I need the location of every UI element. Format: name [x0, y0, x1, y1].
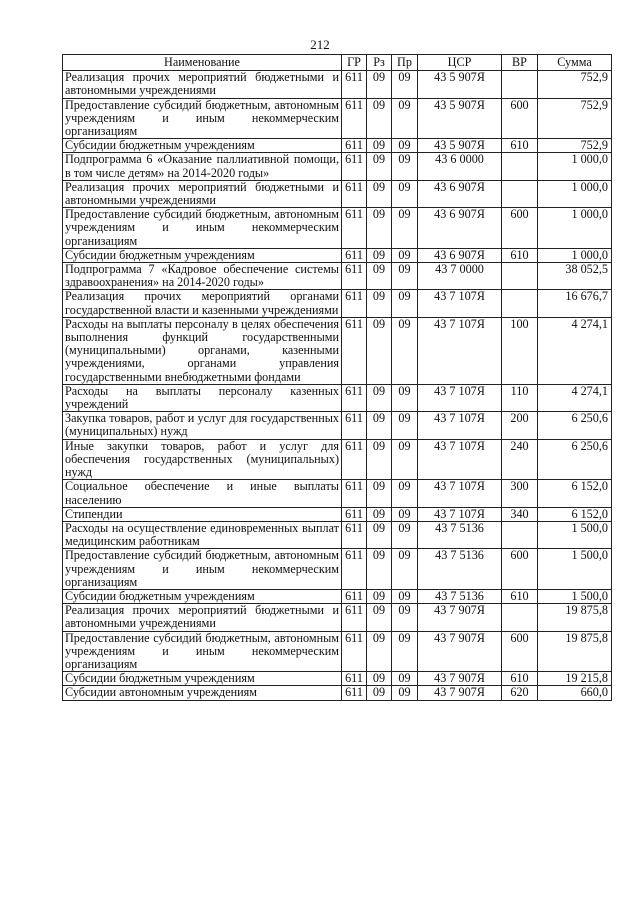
cell-gr: 611	[342, 507, 367, 521]
cell-name: Расходы на выплаты персоналу казенных учреждений	[63, 384, 342, 411]
cell-sum: 6 152,0	[538, 507, 612, 521]
table-row	[63, 384, 612, 411]
column-header-name: Наименование	[63, 55, 342, 71]
cell-gr: 611	[342, 263, 367, 290]
column-header-sum: Сумма	[538, 55, 612, 71]
column-header-csr: ЦСР	[418, 55, 502, 71]
cell-name: Подпрограмма 6 «Оказание паллиативной помощи, в том числе детям» на 2014-2020 годы»	[63, 153, 342, 180]
cell-vr	[502, 153, 538, 180]
cell-rz: 09	[367, 439, 392, 480]
cell-pr: 09	[392, 439, 418, 480]
table-row	[63, 507, 612, 521]
cell-sum: 19 875,8	[538, 604, 612, 631]
cell-vr: 340	[502, 507, 538, 521]
cell-sum: 16 676,7	[538, 290, 612, 317]
table-row	[63, 589, 612, 603]
cell-rz: 09	[367, 521, 392, 548]
cell-name: Стипендии	[63, 507, 342, 521]
cell-vr	[502, 290, 538, 317]
table-row	[63, 153, 612, 180]
cell-name: Расходы на выплаты персоналу в целях обеспечения выполнения функций государственными (муниципальными) органами, казенными учреждениями, органами управления государственными внебюджетными фондами	[63, 317, 342, 384]
cell-gr: 611	[342, 549, 367, 590]
cell-vr: 610	[502, 589, 538, 603]
cell-csr: 43 7 107Я	[418, 507, 502, 521]
cell-sum: 752,9	[538, 71, 612, 98]
cell-rz: 09	[367, 589, 392, 603]
cell-sum: 6 152,0	[538, 480, 612, 507]
cell-gr: 611	[342, 248, 367, 262]
cell-name: Расходы на осуществление единовременных выплат медицинским работникам	[63, 521, 342, 548]
table-row	[63, 208, 612, 249]
cell-pr: 09	[392, 604, 418, 631]
cell-gr: 611	[342, 480, 367, 507]
cell-pr: 09	[392, 317, 418, 384]
cell-sum: 38 052,5	[538, 263, 612, 290]
cell-csr: 43 7 107Я	[418, 384, 502, 411]
cell-csr: 43 7 107Я	[418, 317, 502, 384]
cell-rz: 09	[367, 317, 392, 384]
cell-rz: 09	[367, 208, 392, 249]
cell-gr: 611	[342, 317, 367, 384]
cell-csr: 43 7 5136	[418, 589, 502, 603]
cell-vr: 610	[502, 672, 538, 686]
cell-rz: 09	[367, 263, 392, 290]
cell-pr: 09	[392, 549, 418, 590]
table-row	[63, 631, 612, 672]
cell-rz: 09	[367, 248, 392, 262]
cell-gr: 611	[342, 412, 367, 439]
table-row	[63, 686, 612, 700]
cell-rz: 09	[367, 480, 392, 507]
cell-name: Предоставление субсидий бюджетным, автономным учреждениям и иным некоммерческим организациям	[63, 631, 342, 672]
cell-pr: 09	[392, 98, 418, 139]
cell-csr: 43 7 5136	[418, 521, 502, 548]
cell-name: Иные закупки товаров, работ и услуг для обеспечения государственных (муниципальных) нужд	[63, 439, 342, 480]
cell-sum: 1 500,0	[538, 589, 612, 603]
cell-pr: 09	[392, 672, 418, 686]
cell-csr: 43 7 907Я	[418, 686, 502, 700]
cell-csr: 43 5 907Я	[418, 98, 502, 139]
budget-table	[62, 54, 612, 701]
cell-rz: 09	[367, 604, 392, 631]
cell-vr: 610	[502, 139, 538, 153]
table-row	[63, 180, 612, 207]
cell-rz: 09	[367, 71, 392, 98]
cell-sum: 1 000,0	[538, 153, 612, 180]
cell-csr: 43 7 907Я	[418, 604, 502, 631]
cell-csr: 43 5 907Я	[418, 71, 502, 98]
cell-gr: 611	[342, 686, 367, 700]
cell-pr: 09	[392, 263, 418, 290]
cell-name: Реализация прочих мероприятий органами государственной власти и казенными учреждениями	[63, 290, 342, 317]
cell-sum: 19 215,8	[538, 672, 612, 686]
cell-pr: 09	[392, 290, 418, 317]
cell-vr: 600	[502, 549, 538, 590]
cell-name: Субсидии автономным учреждениям	[63, 686, 342, 700]
cell-vr: 620	[502, 686, 538, 700]
cell-name: Предоставление субсидий бюджетным, автономным учреждениям и иным некоммерческим организациям	[63, 549, 342, 590]
cell-rz: 09	[367, 139, 392, 153]
cell-pr: 09	[392, 589, 418, 603]
cell-csr: 43 7 107Я	[418, 480, 502, 507]
cell-gr: 611	[342, 180, 367, 207]
cell-rz: 09	[367, 686, 392, 700]
cell-name: Субсидии бюджетным учреждениям	[63, 139, 342, 153]
page-number: 212	[310, 37, 330, 52]
cell-csr: 43 7 907Я	[418, 631, 502, 672]
cell-vr	[502, 604, 538, 631]
cell-name: Подпрограмма 7 «Кадровое обеспечение системы здравоохранения» на 2014-2020 годы»	[63, 263, 342, 290]
cell-pr: 09	[392, 521, 418, 548]
cell-sum: 1 000,0	[538, 208, 612, 249]
cell-sum: 6 250,6	[538, 412, 612, 439]
cell-gr: 611	[342, 139, 367, 153]
cell-sum: 19 875,8	[538, 631, 612, 672]
table-header-row	[63, 55, 612, 71]
cell-pr: 09	[392, 71, 418, 98]
cell-rz: 09	[367, 412, 392, 439]
cell-pr: 09	[392, 631, 418, 672]
cell-csr: 43 7 107Я	[418, 412, 502, 439]
cell-name: Закупка товаров, работ и услуг для государственных (муниципальных) нужд	[63, 412, 342, 439]
cell-gr: 611	[342, 439, 367, 480]
cell-gr: 611	[342, 384, 367, 411]
cell-sum: 660,0	[538, 686, 612, 700]
cell-pr: 09	[392, 248, 418, 262]
cell-sum: 1 000,0	[538, 248, 612, 262]
cell-name: Предоставление субсидий бюджетным, автономным учреждениям и иным некоммерческим организациям	[63, 98, 342, 139]
cell-vr: 600	[502, 208, 538, 249]
cell-sum: 752,9	[538, 139, 612, 153]
cell-vr: 100	[502, 317, 538, 384]
cell-gr: 611	[342, 208, 367, 249]
cell-vr: 240	[502, 439, 538, 480]
cell-gr: 611	[342, 521, 367, 548]
table-row	[63, 290, 612, 317]
table-row	[63, 604, 612, 631]
table-row	[63, 480, 612, 507]
cell-csr: 43 7 5136	[418, 549, 502, 590]
cell-csr: 43 6 907Я	[418, 208, 502, 249]
cell-vr: 600	[502, 631, 538, 672]
cell-pr: 09	[392, 139, 418, 153]
cell-sum: 1 500,0	[538, 549, 612, 590]
cell-sum: 752,9	[538, 98, 612, 139]
cell-gr: 611	[342, 672, 367, 686]
cell-name: Реализация прочих мероприятий бюджетными и автономными учреждениями	[63, 180, 342, 207]
cell-vr	[502, 71, 538, 98]
cell-csr: 43 7 907Я	[418, 672, 502, 686]
cell-csr: 43 5 907Я	[418, 139, 502, 153]
cell-rz: 09	[367, 153, 392, 180]
cell-sum: 1 500,0	[538, 521, 612, 548]
cell-rz: 09	[367, 290, 392, 317]
cell-vr	[502, 180, 538, 207]
cell-pr: 09	[392, 153, 418, 180]
cell-name: Субсидии бюджетным учреждениям	[63, 248, 342, 262]
cell-gr: 611	[342, 631, 367, 672]
cell-gr: 611	[342, 71, 367, 98]
cell-sum: 6 250,6	[538, 439, 612, 480]
cell-pr: 09	[392, 686, 418, 700]
cell-csr: 43 7 107Я	[418, 290, 502, 317]
cell-rz: 09	[367, 384, 392, 411]
table-row	[63, 71, 612, 98]
cell-vr: 200	[502, 412, 538, 439]
cell-pr: 09	[392, 480, 418, 507]
cell-pr: 09	[392, 208, 418, 249]
cell-name: Предоставление субсидий бюджетным, автономным учреждениям и иным некоммерческим организациям	[63, 208, 342, 249]
cell-rz: 09	[367, 631, 392, 672]
cell-rz: 09	[367, 180, 392, 207]
cell-vr	[502, 521, 538, 548]
column-header-rz: Рз	[367, 55, 392, 71]
cell-vr: 110	[502, 384, 538, 411]
cell-gr: 611	[342, 153, 367, 180]
table-row	[63, 98, 612, 139]
cell-gr: 611	[342, 98, 367, 139]
cell-name: Субсидии бюджетным учреждениям	[63, 672, 342, 686]
table-row	[63, 439, 612, 480]
table-row	[63, 248, 612, 262]
table-row	[63, 521, 612, 548]
table-row	[63, 139, 612, 153]
cell-csr: 43 6 907Я	[418, 248, 502, 262]
cell-pr: 09	[392, 384, 418, 411]
cell-pr: 09	[392, 507, 418, 521]
cell-vr: 300	[502, 480, 538, 507]
table-row	[63, 672, 612, 686]
table-row	[63, 412, 612, 439]
cell-rz: 09	[367, 507, 392, 521]
cell-rz: 09	[367, 549, 392, 590]
cell-rz: 09	[367, 98, 392, 139]
cell-sum: 4 274,1	[538, 317, 612, 384]
cell-name: Социальное обеспечение и иные выплаты населению	[63, 480, 342, 507]
cell-pr: 09	[392, 180, 418, 207]
cell-rz: 09	[367, 672, 392, 686]
table-row	[63, 263, 612, 290]
table-body	[63, 71, 612, 700]
cell-csr: 43 7 107Я	[418, 439, 502, 480]
cell-name: Реализация прочих мероприятий бюджетными и автономными учреждениями	[63, 71, 342, 98]
cell-name: Субсидии бюджетным учреждениям	[63, 589, 342, 603]
table-row	[63, 549, 612, 590]
cell-csr: 43 7 0000	[418, 263, 502, 290]
column-header-gr: ГР	[342, 55, 367, 71]
cell-vr: 610	[502, 248, 538, 262]
cell-csr: 43 6 0000	[418, 153, 502, 180]
cell-gr: 611	[342, 604, 367, 631]
cell-vr: 600	[502, 98, 538, 139]
cell-gr: 611	[342, 589, 367, 603]
table-row	[63, 317, 612, 384]
cell-sum: 1 000,0	[538, 180, 612, 207]
cell-gr: 611	[342, 290, 367, 317]
cell-pr: 09	[392, 412, 418, 439]
cell-csr: 43 6 907Я	[418, 180, 502, 207]
column-header-vr: ВР	[502, 55, 538, 71]
cell-name: Реализация прочих мероприятий бюджетными и автономными учреждениями	[63, 604, 342, 631]
cell-sum: 4 274,1	[538, 384, 612, 411]
cell-vr	[502, 263, 538, 290]
column-header-pr: Пр	[392, 55, 418, 71]
